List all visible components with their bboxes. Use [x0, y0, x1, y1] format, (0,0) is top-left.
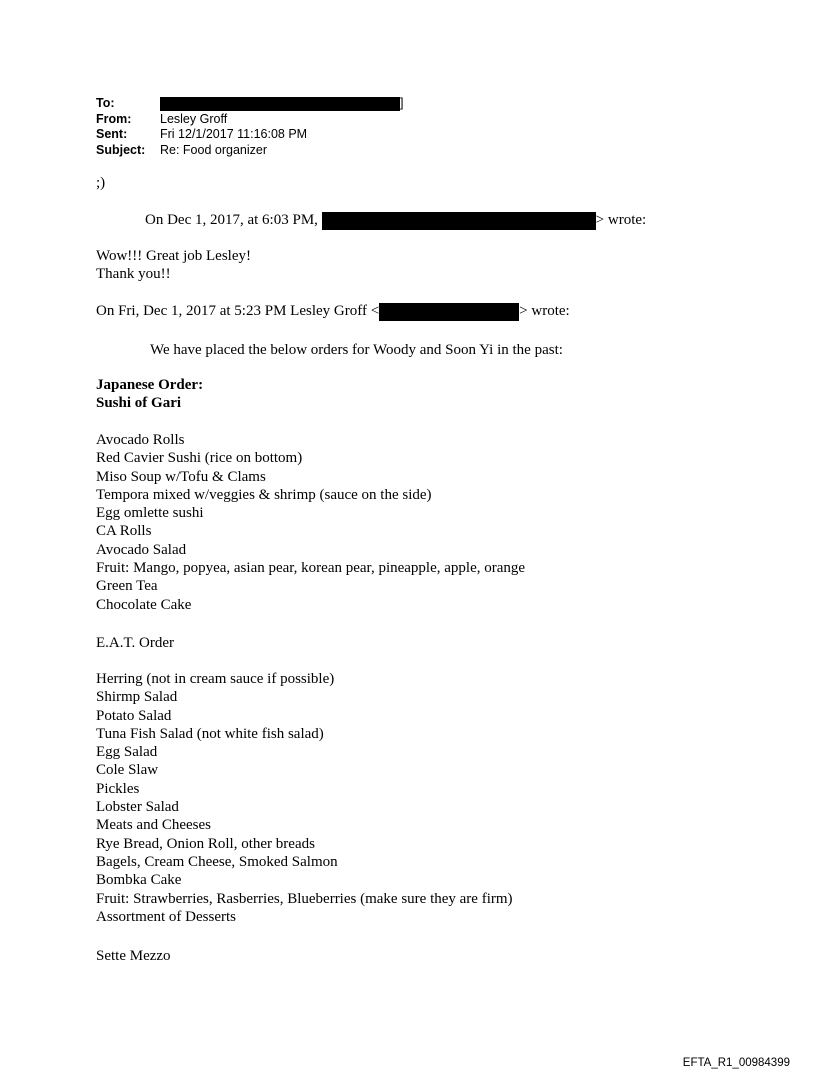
from-value: Lesley Groff — [160, 111, 228, 126]
to-value — [160, 96, 403, 112]
quote1-line — [145, 211, 646, 230]
list-item: Chocolate Cake — [96, 596, 192, 613]
subject-value: Re: Food organizer — [160, 142, 268, 157]
list-item: Green Tea — [96, 578, 158, 595]
list-item: Fruit: Mango, popyea, asian pear, korean pear, pineapple, apple, orange — [96, 560, 526, 577]
sent-row — [96, 127, 403, 143]
eat-heading: E.A.T. Order — [96, 635, 175, 651]
quote1-suffix: > wrote: — [595, 212, 647, 228]
from-label: From: — [96, 111, 132, 126]
list-item: Assortment of Desserts — [96, 908, 236, 925]
quote2-suffix: > wrote: — [519, 303, 570, 319]
list-item: Egg omlette sushi — [96, 505, 204, 522]
list-item: Pickles — [96, 780, 140, 797]
list-item: Lobster Salad — [96, 799, 179, 816]
reply-text: ;) — [96, 175, 106, 191]
redaction-block — [379, 303, 519, 321]
list-item: Bagels, Cream Cheese, Smoked Salmon — [96, 853, 338, 870]
quote2-prefix: On Fri, Dec 1, 2017 at 5:23 PM Lesley Groff < — [96, 303, 380, 319]
list-item: Potato Salad — [96, 707, 172, 724]
japanese-list — [96, 431, 525, 614]
subject-row — [96, 143, 403, 159]
japanese-heading: Japanese Order: — [96, 377, 204, 393]
subject-label: Subject: — [96, 142, 146, 157]
quote2-line — [96, 302, 570, 321]
quote1-prefix: On Dec 1, 2017, at 6:03 PM, — [145, 212, 318, 228]
redaction-block — [322, 212, 596, 230]
japanese-restaurant: Sushi of Gari — [96, 395, 182, 412]
list-item: Rye Bread, Onion Roll, other breads — [96, 835, 315, 852]
japanese-heading-block — [96, 376, 203, 413]
email-header — [96, 96, 403, 158]
list-item: Tuna Fish Salad (not white fish salad) — [96, 725, 324, 742]
to-row — [96, 96, 403, 112]
sent-value: Fri 12/1/2017 11:16:08 PM — [160, 127, 308, 141]
redaction-block — [160, 97, 400, 111]
eat-list — [96, 670, 513, 926]
sette-heading: Sette Mezzo — [96, 948, 171, 964]
intro-text: We have placed the below orders for Woody and Soon Yi in the past: — [150, 342, 563, 358]
list-item: CA Rolls — [96, 523, 152, 540]
list-item: Meats and Cheeses — [96, 817, 211, 834]
list-item: Herring (not in cream sauce if possible) — [96, 671, 335, 687]
reply2-line1: Wow!!! Great job Lesley! — [96, 248, 251, 264]
list-item: Miso Soup w/Tofu & Clams — [96, 468, 266, 485]
list-item: Shirmp Salad — [96, 689, 178, 706]
to-label: To: — [96, 96, 115, 110]
sent-label: Sent: — [96, 127, 128, 141]
list-item: Fruit: Strawberries, Rasberries, Blueberries (make sure they are firm) — [96, 890, 513, 907]
list-item: Red Cavier Sushi (rice on bottom) — [96, 450, 303, 467]
from-row — [96, 112, 403, 128]
to-suffix: ] — [400, 96, 404, 110]
list-item: Egg Salad — [96, 744, 158, 761]
list-item: Bombka Cake — [96, 872, 182, 889]
list-item: Avocado Rolls — [96, 432, 185, 448]
list-item: Tempora mixed w/veggies & shrimp (sauce on the side) — [96, 486, 432, 503]
list-item: Avocado Salad — [96, 541, 187, 558]
reply2 — [96, 247, 251, 284]
document-id: EFTA_R1_00984399 — [682, 1057, 790, 1069]
list-item: Cole Slaw — [96, 762, 159, 779]
reply2-line2: Thank you!! — [96, 266, 171, 283]
